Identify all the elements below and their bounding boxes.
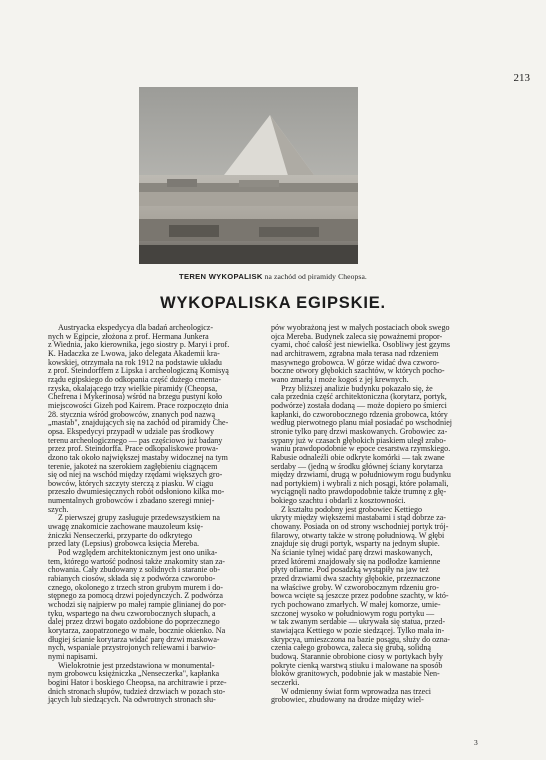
figure-caption [60, 272, 486, 281]
text-line: Austryacka ekspedycya dla badań archeologicz- [58, 323, 214, 332]
text-line: nych, wspaniale przystrojonych reliewami i barwio- [48, 643, 216, 653]
text-line: stronie tylko parę drzwi maskowanych. Grobowiec za- [271, 426, 448, 436]
text-line: bowca wcięte są jeszcze przez podobne szachty, w któ- [271, 591, 449, 601]
text-line: szczonej wysoko w południowym rogu portyku — [271, 608, 435, 618]
text-line: płyty ofiarne. Pod posadzką wystąpiły na jaw też [271, 565, 429, 575]
text-line: Rabusie odnaleźli obie odkryte komórki — tak zwane [271, 452, 445, 462]
text-line: skrypcya, umieszczona na bazie posągu, służy do ozna- [271, 634, 450, 644]
page-number: 213 [513, 72, 530, 84]
text-line: wano zmarłą i może kogoś z jej krewnych. [271, 374, 409, 384]
text-line: ojca Mereba. Budynek zaleca się poważnemi propor- [271, 331, 443, 341]
text-line: dnich stronach słupów, tudzież drzwiach w pozach sto- [48, 686, 226, 696]
text-line: Pod względem architektonicznym jest ono unika- [58, 548, 218, 558]
text-line: W odmienny świat form wprowadza nas trzeci [281, 686, 432, 696]
caption-lead: TEREN WYKOPALISK [179, 272, 263, 281]
text-line: Z kształtu podobny jest grobowiec Kettiego [281, 504, 423, 514]
text-line: boczne otwory głębokich szachtów, w których pocho- [271, 366, 445, 376]
text-line: seczerki. [271, 677, 300, 687]
text-line: filarowy, otwarty także w stronę południową. W głębi [271, 530, 445, 540]
text-line: 28. stycznia wśród grobowców, znanych pod nazwą [48, 409, 216, 419]
text-line: waniu prawdopodobnie w epoce cesarstwa rzymskiego. [271, 444, 451, 454]
text-line: Wielokrotnie jest przedstawiona w monumental- [58, 660, 215, 670]
text-line: z Wiednia, jako kierownika, jego siostry p. Maryi i prof. [48, 340, 230, 350]
text-line: nad architrawem, zgrabna mała terasa nad rdzeniem [271, 348, 439, 358]
text-line: wyciągnęli nadto prawdopodobnie także trumnę z głę- [271, 487, 447, 497]
text-line: Chefrena i Mykerinosa) wśród na brzegu pustyni koło [48, 392, 223, 402]
text-line: tyku, wspartego na dwu czworobocznych słupach, a [48, 608, 216, 618]
excavation-photo [139, 87, 358, 264]
text-line: nad portykiem) i wybrali z nich posągi, które połamali, [271, 478, 449, 488]
text-line: podwórze) została dodaną — może dopiero po śmierci [271, 400, 447, 410]
text-line: czenia całego grobowca, zaleca się grubą, solidną [271, 643, 431, 653]
text-line: Przy bliższej analizie budynku pokazało się, że [281, 383, 433, 393]
text-line: przed drzwiami dwa szachty głębokie, przeznaczone [271, 574, 441, 584]
text-line: kapłanki, do czworobocznego rdzenia grobowca, który [271, 409, 448, 419]
text-line: żniczki Nenseczerki, przyparte do odkrytego [48, 530, 193, 540]
text-line: serdaby — (jedną w środku głównej ściany korytarza [271, 461, 443, 471]
text-line: chowania. Cały zbudowany z solidnych i staranie ob- [48, 565, 221, 575]
text-line: rządu egipskiego do odkopania część dużego cmenta- [48, 374, 221, 384]
text-line: terenie, jakoteż na szerokiem zagłębieniu ciągnącem [48, 461, 218, 471]
text-line: na właściwe groby. W czworobocznym rdzeniu gro- [271, 582, 439, 592]
text-line: przed laty (Lepsius) grobowca księcia Mereba. [48, 539, 200, 549]
text-line: grobowiec, zbudowany na drodze między wiel- [271, 695, 424, 705]
text-line: chowany. Posiada on od strony wschodniej portyk trój- [271, 522, 449, 532]
text-line: cała przednia część architektoniczna (korytarz, portyk, [271, 392, 447, 402]
text-line: rabianych ciosów, składa się z podwórza czworobo- [48, 574, 216, 584]
text-line: numentalnych grobowców i zbadano szeregi mniej- [48, 496, 215, 506]
text-line: bowców, których szczyty sterczą z piasku. W ciągu [48, 478, 214, 488]
text-line: ukryty między większemi mastabami i stąd dobrze za- [271, 513, 446, 523]
text-line: dalej przez drzwi bogato ozdobione do poprzecznego [48, 617, 220, 627]
text-line: korytarza, zaopatrzonego w małe, bocznie okienko. Na [48, 625, 226, 635]
text-line: „mastab", znajdujących się na zachód od piramidy Che- [48, 418, 229, 428]
text-line: bogini Hator i boskiego Cheopsa, na architrawie i prze- [48, 677, 227, 687]
text-line: Z pierwszej grupy zasługuje przedewszystkiem na [58, 513, 220, 523]
text-line: stępnego za pomocą drzwi pojedynczych. Z podwórza [48, 591, 223, 601]
text-line: przez prof. Steindorffa. Prace odkopaliskowe prowa- [48, 444, 219, 454]
text-line: przed któremi znajdowały się na podłodze kamienne [271, 556, 441, 566]
footnote-mark: 3 [474, 738, 478, 747]
article-title: WYKOPALISKA EGIPSKIE. [160, 294, 386, 312]
text-line: bloków granitowych, podobnie jak w mastabie Nen- [271, 669, 440, 679]
text-line: stawiająca Kettiego w pozie siedzącej. Tylko mała in- [271, 625, 445, 635]
text-line: pokryte cienką warstwą stiuku i malowane na sposób [271, 660, 443, 670]
text-line: jących lub siedzących. Na odwrotnych stronach słu- [48, 695, 216, 705]
left-column [48, 324, 253, 705]
text-line: się od niej na wschód między rzędami większych gro- [48, 470, 223, 480]
text-line: nymi napisami. [48, 651, 98, 661]
text-line: długiej ścianie korytarza widać parę drzwi maskowa- [48, 634, 220, 644]
text-line: cyami, choć całość jest niewielka. Osobliwy jest gzyms [271, 340, 450, 350]
text-line: uwagę znakomicie zachowane mauzoleum księ- [48, 522, 204, 532]
text-line: tem, którego wartość podnosi także znakomity stan za- [48, 556, 225, 566]
text-line: pów wyobrażoną jest w małych postaciach obok swego [271, 323, 450, 332]
text-line: masywnego grobowca. W górze widać dwa czworo- [271, 357, 440, 367]
text-line: nym grobowcu księżniczka „Nenseczerka", kapłanka [48, 669, 220, 679]
text-line: miejscowości Gizeh pod Kairem. Prace rozpoczęto dnia [48, 400, 229, 410]
text-line: kowskiej, otrzymała na rok 1912 na podstawie układu [48, 357, 222, 367]
text-line: dzono tak około największej mastaby widocznej na tym [48, 452, 228, 462]
text-line: sypany już w czasach głębokich piaskiem uległ zrabo- [271, 435, 446, 445]
text-line: znajduje się drugi portyk, wsparty na jednym słupie. [271, 539, 440, 549]
text-line: rych pochowano zmarłych. W małej komorze, umie- [271, 600, 441, 609]
right-column [271, 324, 482, 705]
text-line: przeszło dwumiesięcznych robót odsłoniono kilka mo- [48, 487, 225, 497]
text-line: wchodzi się najpierw po małej rampie glinianej do por- [48, 600, 227, 609]
text-line: terenu archeologicznego — pas częściowo już badany [48, 435, 223, 445]
text-line: według pierwotnego planu miał posiadać po wschodniej [271, 418, 453, 428]
text-line: szych. [48, 504, 69, 514]
text-line: nych w Egipcie, złożona z prof. Hermana Junkera [48, 331, 209, 341]
text-line: cznego, okolonego z trzech stron grubym murem i do- [48, 582, 223, 592]
text-line: opsa. Ekspedycyi przypadł w udziale pas środkowy [48, 426, 215, 436]
text-line: K. Hadaczka ze Lwowa, jako delegata Akademii kra- [48, 348, 220, 358]
text-line: bokiego szachtu i obdarli z kosztowności. [271, 496, 406, 506]
text-line: Na ścianie tylnej widać parę drzwi maskowanych, [271, 548, 433, 558]
text-line: między drzwiami, drugą w południowym rogu budynku [271, 470, 451, 480]
text-line: rzyska, okalającego trzy wielkie piramidy (Cheopsa, [48, 383, 218, 393]
text-line: w tak zwanym serdabie — ukrywała się statua, przed- [271, 617, 446, 627]
caption-rest: na zachód od piramidy Cheopsa. [262, 272, 367, 281]
text-line: z prof. Steindorffem z Lipska i archeologiczną Komisyą [48, 366, 229, 376]
text-line: budową. Starannie obrobione ciosy w portykach były [271, 651, 443, 661]
